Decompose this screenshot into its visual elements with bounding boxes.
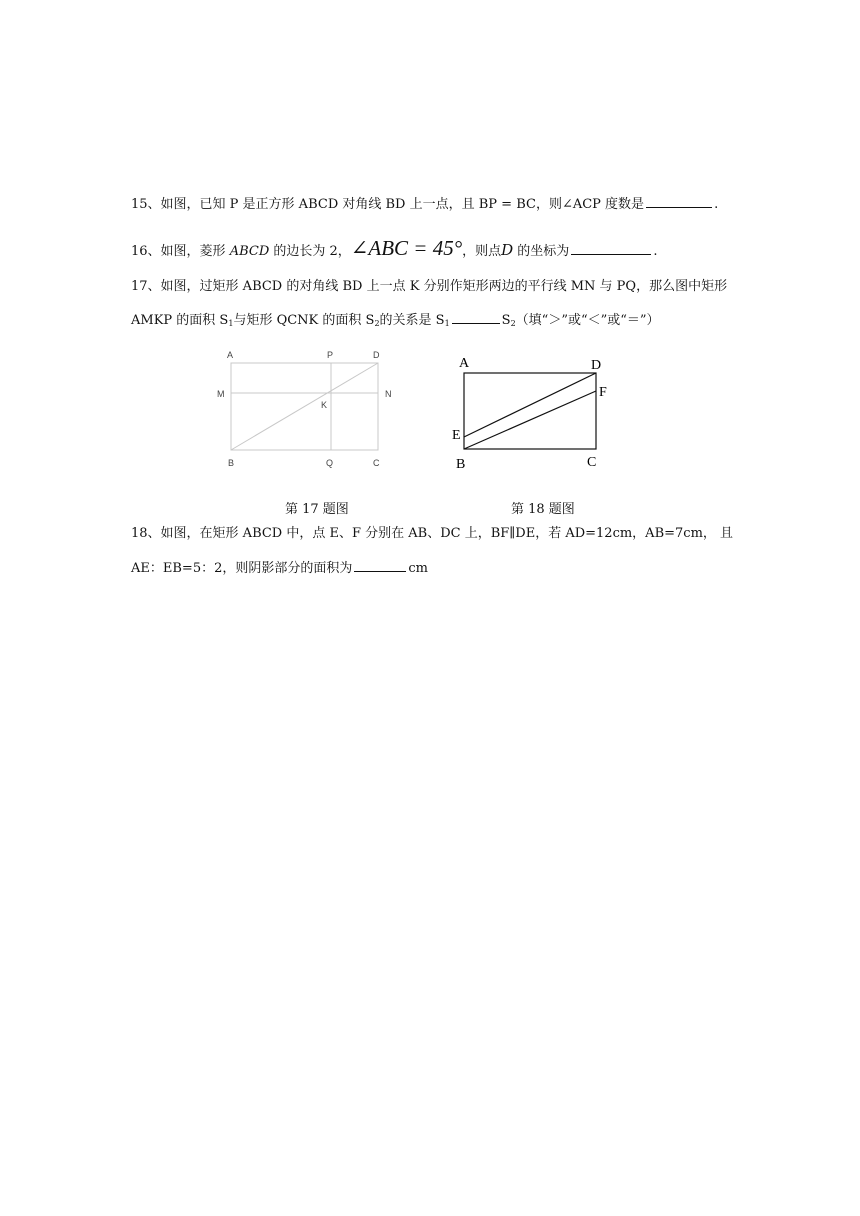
fig18-rectangle <box>464 373 596 449</box>
question-18-line1: 18、如图，在矩形 ABCD 中，点 E、F 分别在 AB、DC 上，BF∥DE，若 AD=12cm，AB=7cm， 且 <box>131 526 734 541</box>
question-18-line2 <box>131 559 428 575</box>
question-17-line1: 17、如图，过矩形 ABCD 的对角线 BD 上一点 K 分别作矩形两边的平行线 MN 与 PQ，那么图中矩形 <box>131 279 728 294</box>
fig17-label-k: K <box>321 400 328 410</box>
q16-after-angle: ，则点 <box>462 244 502 259</box>
q17-answer-blank[interactable] <box>452 311 500 324</box>
q17-sub3: 1 <box>444 319 450 328</box>
fig17-label-p: P <box>327 350 334 360</box>
fig18-label-a: A <box>459 356 470 371</box>
q17-sub2: 2 <box>374 319 380 328</box>
fig17-label-d: D <box>373 350 380 360</box>
fig18-label-d: D <box>591 358 602 373</box>
q17-text-d: （填“＞”或“＜”或“＝”） <box>515 313 660 328</box>
figure-18-diagram <box>445 350 615 475</box>
q16-end: . <box>653 244 658 259</box>
fig17-label-n: N <box>385 389 392 399</box>
q17-text-b: 与矩形 QCNK 的面积 S <box>233 313 375 328</box>
fig18-line-bf <box>464 391 596 449</box>
q16-mid: 的边长为 2， <box>269 244 351 259</box>
figure-17-diagram <box>210 344 405 474</box>
question-15 <box>131 195 718 211</box>
fig17-label-m: M <box>217 389 225 399</box>
q16-shape: ABCD <box>229 244 270 259</box>
q17-sub4: 2 <box>510 319 516 328</box>
fig17-label-c: C <box>373 458 380 468</box>
fig17-diagonal-bd <box>231 363 378 450</box>
q15-text: 15、如图，已知 P 是正方形 ABCD 对角线 BD 上一点，且 BP = BC，则∠ACP 度数是 <box>131 197 645 212</box>
fig17-label-b: B <box>228 458 235 468</box>
q18-text: AE：EB=5：2，则阴影部分的面积为 <box>131 561 353 576</box>
q16-suffix: 的坐标为 <box>513 244 570 259</box>
fig18-line-ed <box>464 373 596 437</box>
q15-answer-blank[interactable] <box>646 195 712 208</box>
fig18-label-e: E <box>452 428 461 443</box>
question-16 <box>131 238 657 259</box>
figure-17-caption: 第 17 题图 <box>285 502 349 517</box>
figure-18-caption: 第 18 题图 <box>511 502 575 517</box>
fig17-label-a: A <box>227 350 234 360</box>
fig18-label-b: B <box>456 457 466 472</box>
q16-prefix: 16、如图，菱形 <box>131 244 230 259</box>
question-17-line2 <box>131 311 660 328</box>
q17-sub1: 1 <box>228 319 234 328</box>
q16-answer-blank[interactable] <box>571 242 651 255</box>
q16-angle: ∠ABC = 45° <box>350 236 463 260</box>
q17-s2-label: S <box>501 313 511 328</box>
q17-text-a: AMKP 的面积 S <box>131 313 229 328</box>
fig17-label-q: Q <box>326 458 334 468</box>
q18-unit: cm <box>408 561 428 576</box>
q18-answer-blank[interactable] <box>354 559 406 572</box>
fig18-label-f: F <box>599 385 607 400</box>
q17-text-c: 的关系是 S <box>379 313 445 328</box>
fig18-label-c: C <box>587 455 597 470</box>
q16-point: D <box>501 241 514 259</box>
q15-end: . <box>714 197 719 212</box>
